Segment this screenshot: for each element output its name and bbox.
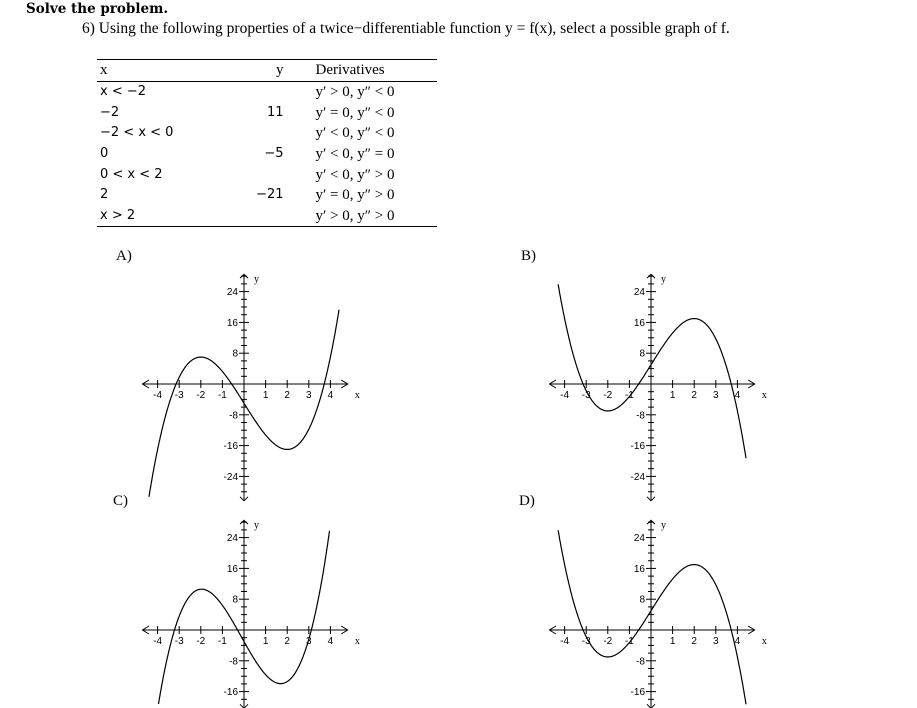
cell-x: −2 < x < 0 bbox=[100, 125, 174, 141]
x-tick-label: 2 bbox=[284, 636, 290, 647]
x-tick-label: -1 bbox=[624, 390, 634, 401]
option-c-graph[interactable] bbox=[142, 520, 359, 708]
function-curve bbox=[558, 530, 746, 704]
x-tick-label: -3 bbox=[174, 390, 184, 401]
column-header-x: x bbox=[97, 60, 188, 82]
cell-derivatives: y′ = 0, y″ < 0 bbox=[315, 104, 395, 121]
cell-x: 0 bbox=[100, 146, 109, 162]
y-tick-label: 24 bbox=[226, 533, 238, 545]
y-tick-label: -16 bbox=[630, 441, 645, 453]
cell-x: 2 bbox=[100, 187, 109, 203]
y-axis-label: y bbox=[661, 273, 666, 285]
y-tick-label: 24 bbox=[633, 287, 645, 299]
x-tick-label: 4 bbox=[327, 390, 334, 401]
y-axis-label: y bbox=[661, 519, 666, 531]
y-tick-label: -16 bbox=[630, 687, 645, 699]
question-text: 6) Using the following properties of a twice−differentiable function y = f(x), select a possible graph of f. bbox=[82, 20, 730, 37]
y-tick-label: -16 bbox=[223, 687, 238, 699]
y-tick-label: -8 bbox=[229, 410, 238, 422]
column-header-y: y bbox=[188, 60, 284, 82]
x-tick-label: -2 bbox=[196, 636, 206, 647]
x-tick-label: 3 bbox=[713, 390, 719, 401]
y-tick-label: 8 bbox=[639, 594, 645, 606]
cell-y: −21 bbox=[256, 187, 284, 203]
x-axis-label: x bbox=[354, 390, 360, 401]
x-tick-label: 2 bbox=[284, 390, 290, 401]
y-axis-label: y bbox=[254, 519, 259, 531]
y-tick-label: 24 bbox=[633, 533, 645, 545]
y-tick-label: 8 bbox=[639, 348, 645, 360]
x-tick-label: 3 bbox=[306, 390, 312, 401]
x-tick-label: 4 bbox=[327, 636, 334, 647]
option-c-label[interactable]: C) bbox=[113, 493, 128, 509]
y-tick-label: 8 bbox=[232, 348, 238, 360]
x-tick-label: -1 bbox=[217, 636, 227, 647]
x-tick-label: 3 bbox=[713, 636, 719, 647]
x-tick-label: -4 bbox=[153, 390, 163, 401]
x-tick-label: 2 bbox=[691, 636, 697, 647]
column-header-derivatives: Derivatives bbox=[284, 60, 437, 82]
y-tick-label: -8 bbox=[636, 410, 645, 422]
x-tick-label: -3 bbox=[174, 636, 184, 647]
cell-y: −5 bbox=[264, 146, 284, 162]
problem-heading: Solve the problem. bbox=[26, 1, 169, 17]
y-tick-label: 24 bbox=[226, 287, 238, 299]
cell-derivatives: y′ = 0, y″ > 0 bbox=[315, 187, 395, 204]
cell-derivatives: y′ > 0, y″ < 0 bbox=[315, 84, 395, 101]
y-tick-label: 16 bbox=[633, 317, 645, 329]
x-tick-label: 3 bbox=[306, 636, 312, 647]
x-tick-label: -2 bbox=[603, 636, 613, 647]
option-b-graph[interactable] bbox=[549, 274, 766, 501]
x-tick-label: -4 bbox=[560, 390, 570, 401]
cell-y: 11 bbox=[266, 104, 284, 120]
y-tick-label: -24 bbox=[630, 471, 645, 483]
function-curve bbox=[558, 284, 746, 458]
cell-derivatives: y′ > 0, y″ > 0 bbox=[284, 206, 437, 227]
x-tick-label: 1 bbox=[669, 390, 676, 401]
y-axis-label: y bbox=[254, 273, 259, 285]
x-tick-label: -4 bbox=[560, 636, 570, 647]
x-tick-label: -2 bbox=[196, 390, 206, 401]
option-a-label[interactable]: A) bbox=[116, 248, 132, 264]
option-d-graph[interactable] bbox=[549, 520, 766, 708]
x-tick-label: 1 bbox=[669, 636, 676, 647]
x-tick-label: -3 bbox=[581, 390, 591, 401]
y-tick-label: -16 bbox=[223, 441, 238, 453]
x-axis-label: x bbox=[354, 636, 360, 647]
x-tick-label: 4 bbox=[734, 636, 741, 647]
option-b-label[interactable]: B) bbox=[521, 248, 536, 264]
x-tick-label: -1 bbox=[217, 390, 227, 401]
option-a-graph[interactable] bbox=[142, 274, 359, 501]
cell-derivatives: y′ < 0, y″ = 0 bbox=[315, 146, 395, 163]
cell-x: x > 2 bbox=[97, 206, 188, 227]
cell-x: 0 < x < 2 bbox=[100, 166, 163, 182]
x-tick-label: -1 bbox=[624, 636, 634, 647]
x-tick-label: 4 bbox=[734, 390, 741, 401]
option-d-label[interactable]: D) bbox=[519, 493, 535, 509]
x-tick-label: -3 bbox=[581, 636, 591, 647]
y-tick-label: 16 bbox=[226, 563, 238, 575]
cell-derivatives: y′ < 0, y″ > 0 bbox=[315, 166, 395, 183]
cell-derivatives: y′ < 0, y″ < 0 bbox=[315, 125, 395, 142]
y-tick-label: 8 bbox=[232, 594, 238, 606]
x-tick-label: 2 bbox=[691, 390, 697, 401]
x-tick-label: 1 bbox=[262, 390, 269, 401]
cell-x: x < −2 bbox=[100, 84, 147, 100]
y-tick-label: 16 bbox=[633, 563, 645, 575]
y-tick-label: -8 bbox=[636, 656, 645, 668]
cell-x: −2 bbox=[100, 104, 120, 120]
x-tick-label: -2 bbox=[603, 390, 613, 401]
y-tick-label: -8 bbox=[229, 656, 238, 668]
y-tick-label: -24 bbox=[223, 471, 238, 483]
x-axis-label: x bbox=[761, 636, 767, 647]
x-axis-label: x bbox=[761, 390, 767, 401]
x-tick-label: -4 bbox=[153, 636, 163, 647]
x-tick-label: 1 bbox=[262, 636, 269, 647]
y-tick-label: 16 bbox=[226, 317, 238, 329]
